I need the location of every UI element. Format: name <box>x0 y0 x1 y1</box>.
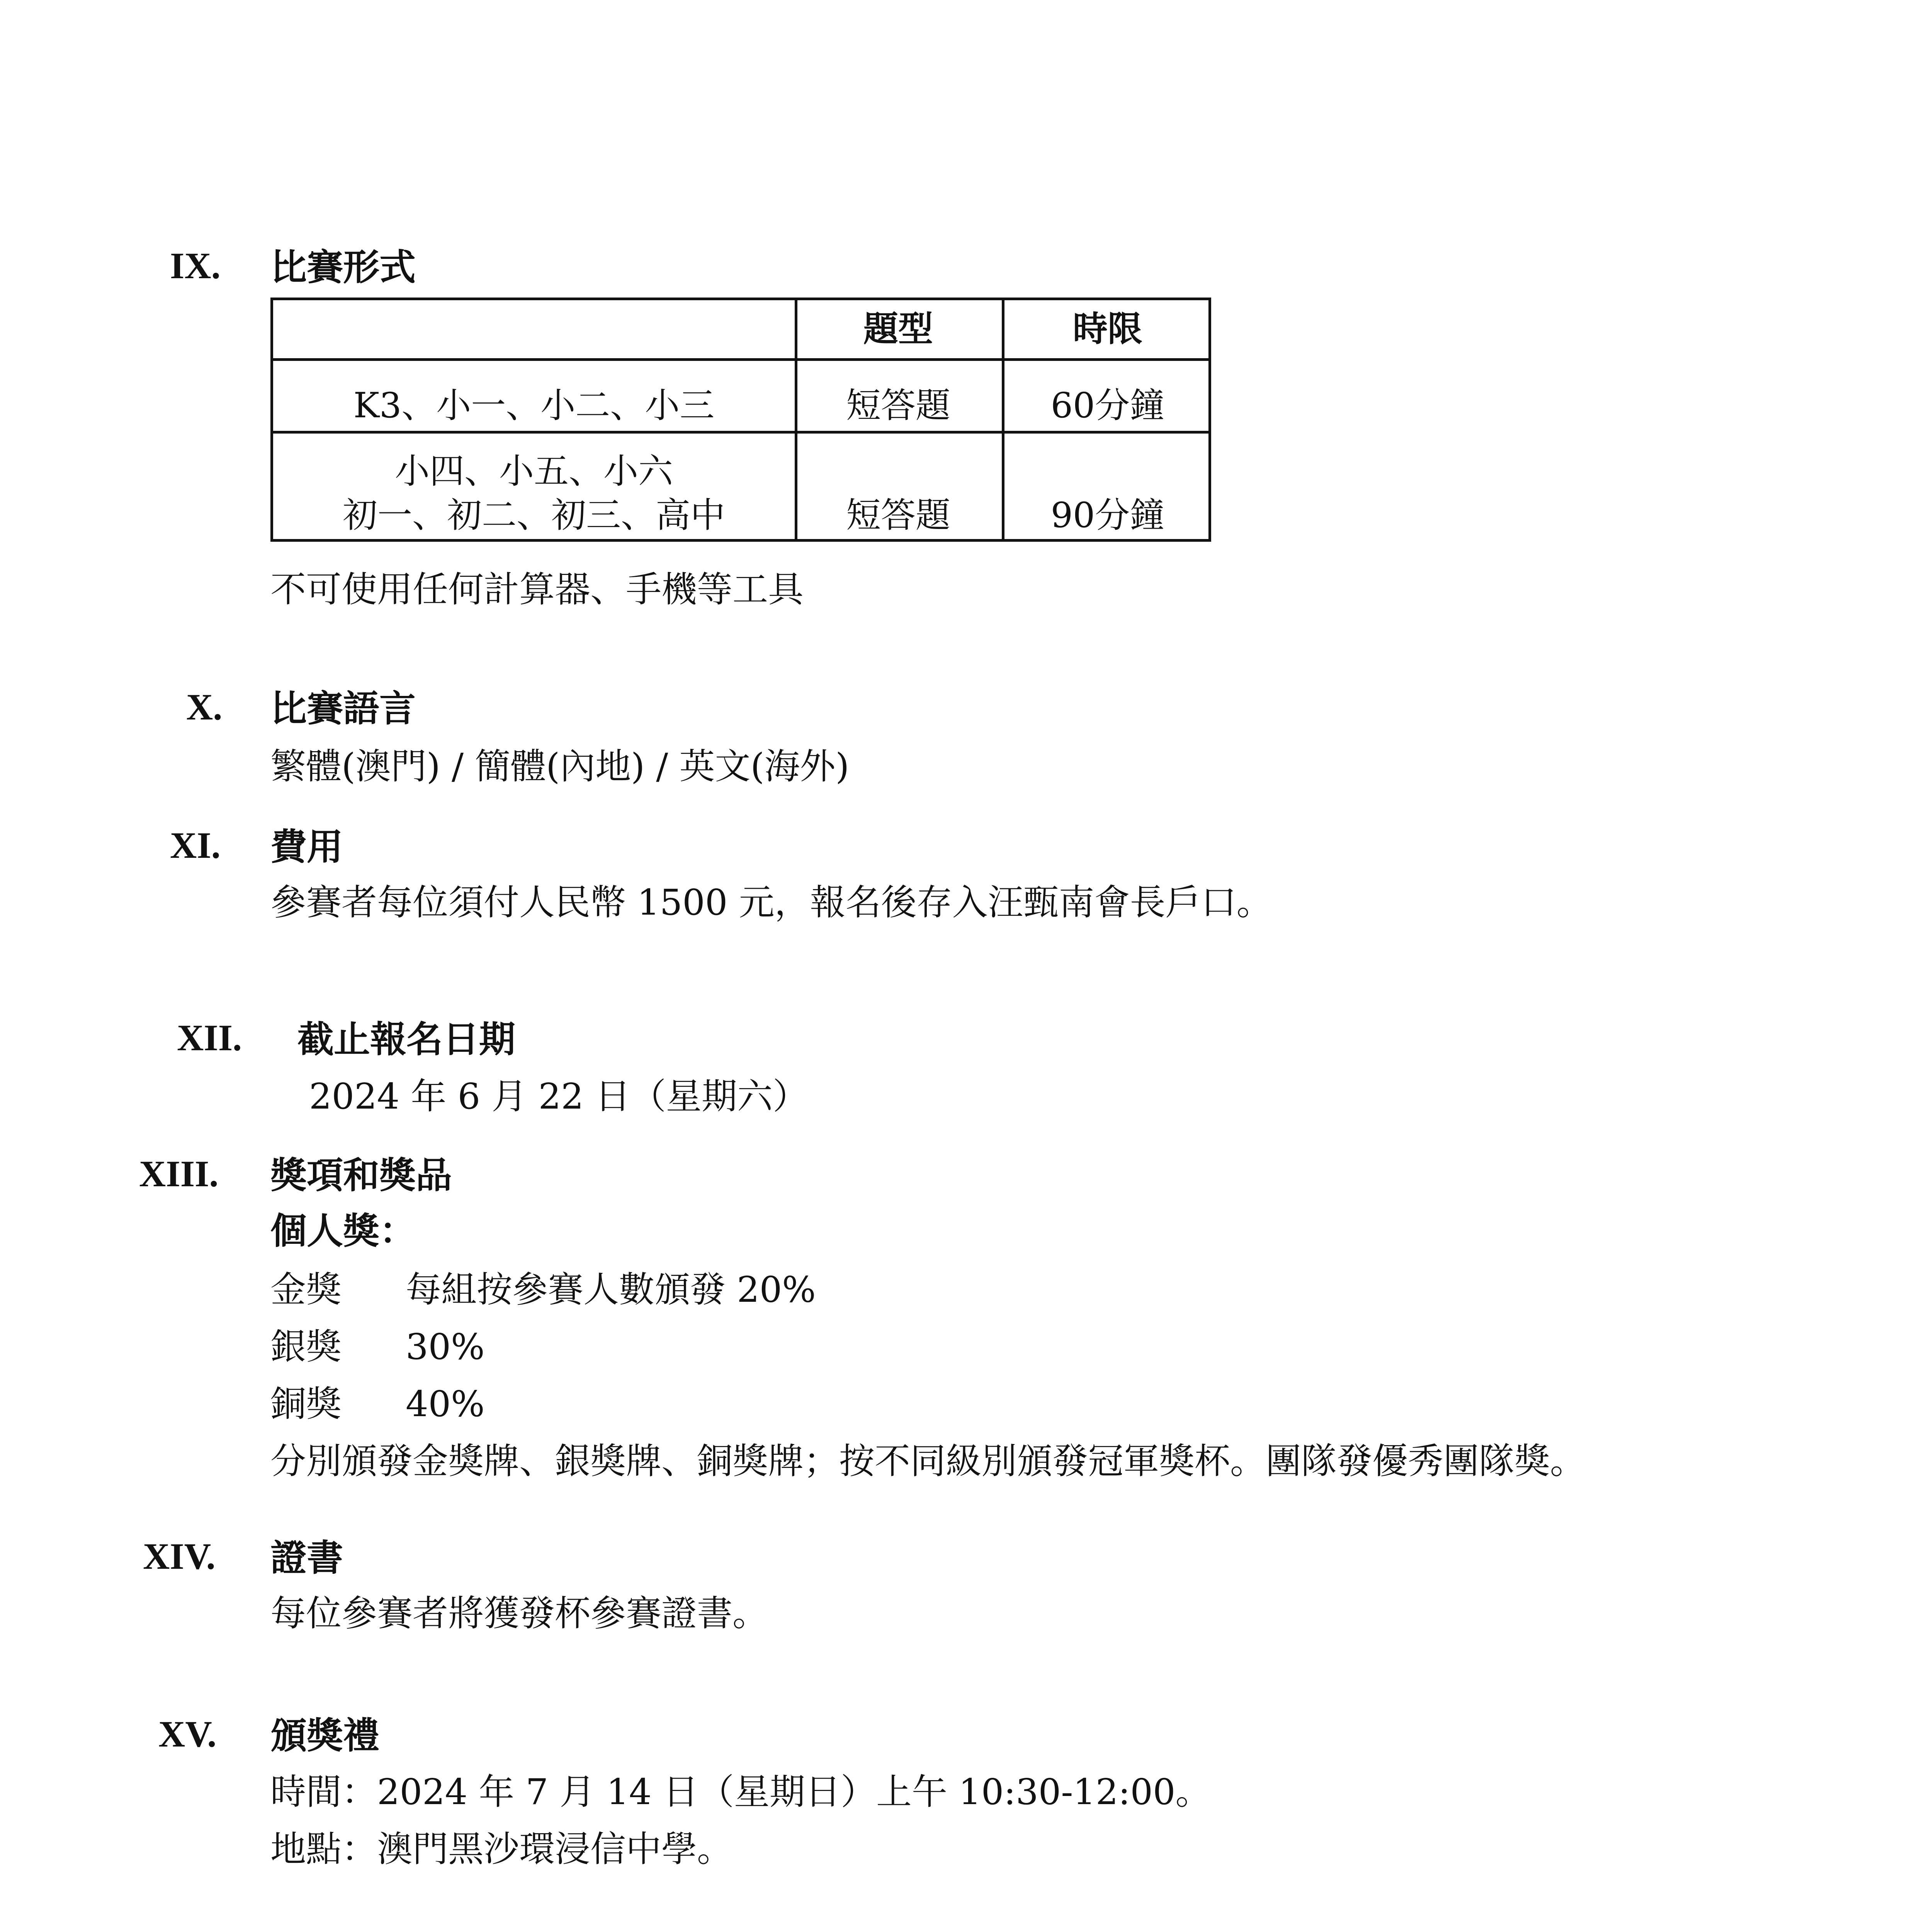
award-silver-detail: 30% <box>406 1326 485 1367</box>
section-xv-number: XV. <box>158 1713 217 1755</box>
table-row-1-type: 短答題 <box>846 385 950 426</box>
table-row-1-time: 60分鐘 <box>1050 385 1165 426</box>
section-ix-title: 比賽形式 <box>270 247 416 289</box>
section-xv-time: 時間：2024 年 7 月 14 日（星期日）上午 10:30-12:00。 <box>270 1771 1211 1813</box>
section-xii-number: XII. <box>177 1017 242 1058</box>
award-gold-name: 金獎 <box>270 1269 342 1310</box>
section-xv-title: 頒獎禮 <box>270 1715 380 1757</box>
section-xiii-number: XIII. <box>139 1153 219 1194</box>
table-header-type: 題型 <box>863 309 933 349</box>
section-xii-text: 2024 年 6 月 22 日（星期六） <box>309 1076 808 1117</box>
section-xv-venue: 地點：澳門黑沙環浸信中學。 <box>270 1828 733 1870</box>
section-x-number: X. <box>186 686 223 728</box>
section-ix-note: 不可使用任何計算器、手機等工具 <box>270 569 804 610</box>
section-xiii-note: 分別頒發金獎牌、銀獎牌、銅獎牌；按不同級別頒發冠軍獎杯。團隊發優秀團隊獎。 <box>270 1440 1586 1482</box>
section-xi-text: 參賽者每位須付人民幣 1500 元，報名後存入汪甄南會長戶口。 <box>270 882 1272 923</box>
table-row-2-grades-line-2: 初一、初二、初三、高中 <box>343 495 725 536</box>
competition-format-table <box>270 298 1211 542</box>
section-ix-number: IX. <box>170 245 221 286</box>
table-row-2-grades-line-1: 小四、小五、小六 <box>395 451 673 492</box>
section-xiii-title: 獎項和獎品 <box>270 1155 452 1197</box>
table-row-1-grades: K3、小一、小二、小三 <box>353 385 715 426</box>
award-gold-detail: 每組按參賽人數頒發 20% <box>406 1269 816 1310</box>
award-bronze-name: 銅獎 <box>270 1383 342 1425</box>
award-bronze-detail: 40% <box>406 1383 485 1425</box>
table-row-2-type: 短答題 <box>846 495 950 536</box>
table-row-2-time: 90分鐘 <box>1050 495 1165 536</box>
section-xi-number: XI. <box>170 825 221 866</box>
section-xii-title: 截止報名日期 <box>297 1019 516 1061</box>
section-xiv-title: 證書 <box>270 1537 343 1579</box>
section-xiv-text: 每位參賽者將獲發杯參賽證書。 <box>270 1593 768 1634</box>
section-x-text: 繁體(澳門) / 簡體(內地) / 英文(海外) <box>270 746 850 787</box>
section-xiv-number: XIV. <box>143 1536 216 1577</box>
table-header-time: 時限 <box>1073 309 1142 349</box>
section-xiii-subtitle: 個人獎： <box>270 1210 416 1252</box>
award-silver-name: 銀獎 <box>270 1326 342 1367</box>
section-xi-title: 費用 <box>270 826 343 868</box>
section-x-title: 比賽語言 <box>270 688 416 730</box>
